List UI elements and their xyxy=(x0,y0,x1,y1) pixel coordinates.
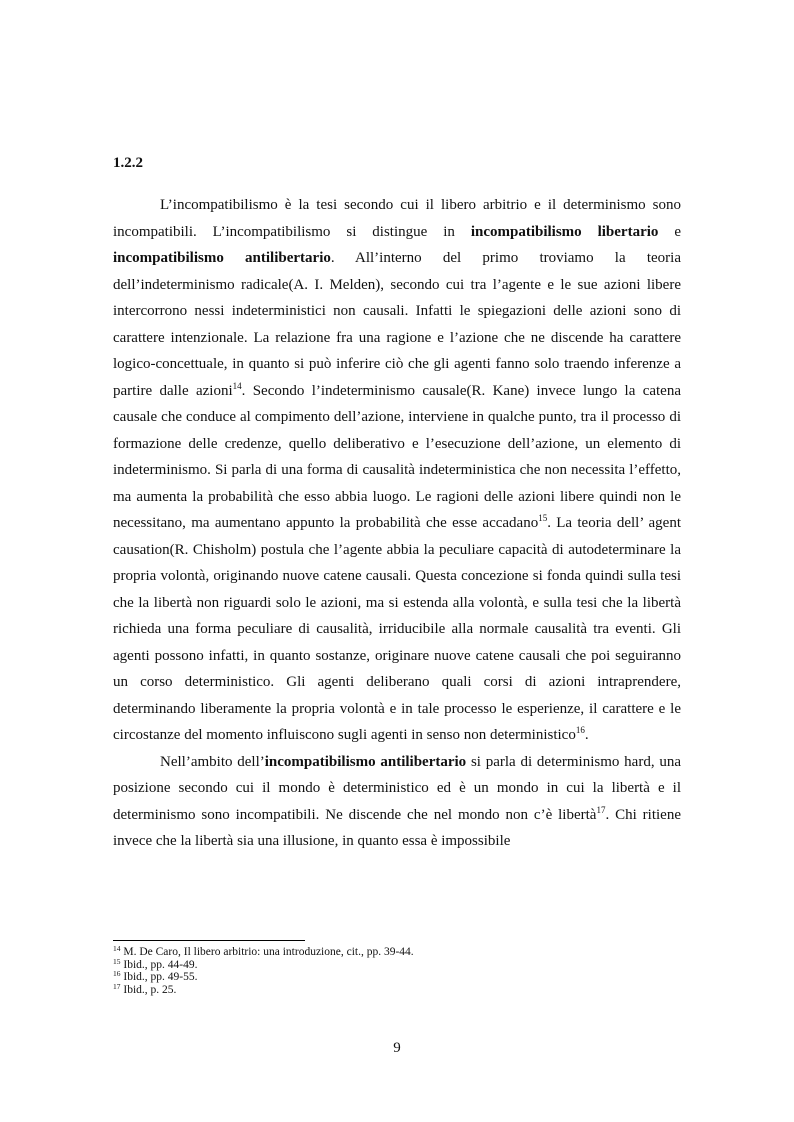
footnote-17 xyxy=(113,981,681,997)
page-number: 9 xyxy=(393,1040,401,1056)
text-run: . Chi ritiene invece che la libertà sia una illusione, in quanto essa è impossibile xyxy=(113,806,681,849)
footnote-text: Ibid., pp. 44-49. xyxy=(123,958,198,971)
footnote-number: 17 xyxy=(113,981,121,991)
footnote-number: 15 xyxy=(113,956,121,966)
section-heading: 1.2.2 xyxy=(113,155,143,171)
bold-term: incompatibilismo libertario xyxy=(470,223,659,240)
footnote-ref: 16 xyxy=(575,725,585,735)
footnote-15 xyxy=(113,956,681,972)
footnote-number: 14 xyxy=(113,944,121,953)
text-run: . All’interno del primo troviamo la teoria dell’indeterminismo radicale(A. I. Melden), secondo cui tra l’agente e le sue azioni libere intercorrono nessi indeterministici non causali. Infatti le spiegazioni delle azioni sono di carattere intenzionale. La relazione fra una ragione e l’azione che ne discende ha carattere logico-concettuale, in quanto si può inferire ciò che gli agenti fanno solo traendo inferenze a partire dalle azioni xyxy=(113,250,681,399)
footnote-text: Ibid., p. 25. xyxy=(123,983,177,996)
footnotes xyxy=(113,946,681,996)
text-run: . xyxy=(584,727,589,743)
text-run: e xyxy=(658,223,681,240)
footnote-16 xyxy=(113,971,681,984)
paragraph-1 xyxy=(113,192,681,749)
footnote-text: M. De Caro, Il libero arbitrio: una introduzione, cit., pp. 39-44. xyxy=(123,946,414,958)
footnote-text: Ibid., pp. 49-55. xyxy=(123,971,198,983)
footnote-ref: 17 xyxy=(596,804,606,815)
body-text xyxy=(113,192,681,855)
bold-term: incompatibilismo antilibertario xyxy=(264,753,467,770)
paragraph-2 xyxy=(113,749,681,855)
text-run: . Secondo l’indeterminismo causale(R. Kane) invece lungo la catena causale che conduce al compimento dell’azione, interviene in qualche punto, tra il processo di formazione delle credenze, quello deliberativo e l’esecuzione dell’azione, un elemento di indeterminismo. Si parla di una forma di causalità indeterministica che non necessita l’effetto, ma aumenta la probabilità che esso abbia luogo. Le ragioni delle azioni libere quindi non le necessitano, ma aumentano appunto la probabilità che esse accadano xyxy=(113,382,681,531)
text-run: L’incompatibilismo è la tesi secondo cui il libero arbitrio e il determinismo sono incompatibili. L’incompatibilismo si distingue in xyxy=(113,197,681,240)
footnote-ref: 15 xyxy=(538,513,548,523)
text-run: . La teoria dell’ agent causation(R. Chisholm) postula che l’agente abbia la peculiare capacità di autodeterminare la propria volontà, originando nuove catene causali. Questa concezione si fonda quindi sulla tesi che la libertà non riguardi solo le azioni, ma si estenda alla volontà, e sulla tesi che la libertà richieda una forma peculiare di causalità, irriducibile alla normale causalità tra eventi. Gli agenti possono infatti, in quanto sostanze, originare nuove catene causali che poi seguiranno un corso deterministico. Gli agenti deliberano quali corsi di azioni intraprendere, determinando liberamente la propria volontà e in tale processo le esperienze, il carattere e le circostanze del momento influiscono sugli agenti in senso non deterministico xyxy=(113,515,682,743)
footnote-14 xyxy=(113,946,681,959)
footnote-number: 16 xyxy=(113,969,121,978)
text-run: Nell’ambito dell’ xyxy=(160,753,265,770)
bold-term: incompatibilismo antilibertario xyxy=(113,250,331,266)
text-run: si parla di determinismo hard, una posizione secondo cui il mondo è deterministico ed è un mondo in cui la libertà e il determinismo sono incompatibili. Ne discende che nel mondo non c’è libertà xyxy=(113,753,682,823)
footnote-ref: 14 xyxy=(232,380,242,391)
footnote-separator xyxy=(113,940,305,941)
